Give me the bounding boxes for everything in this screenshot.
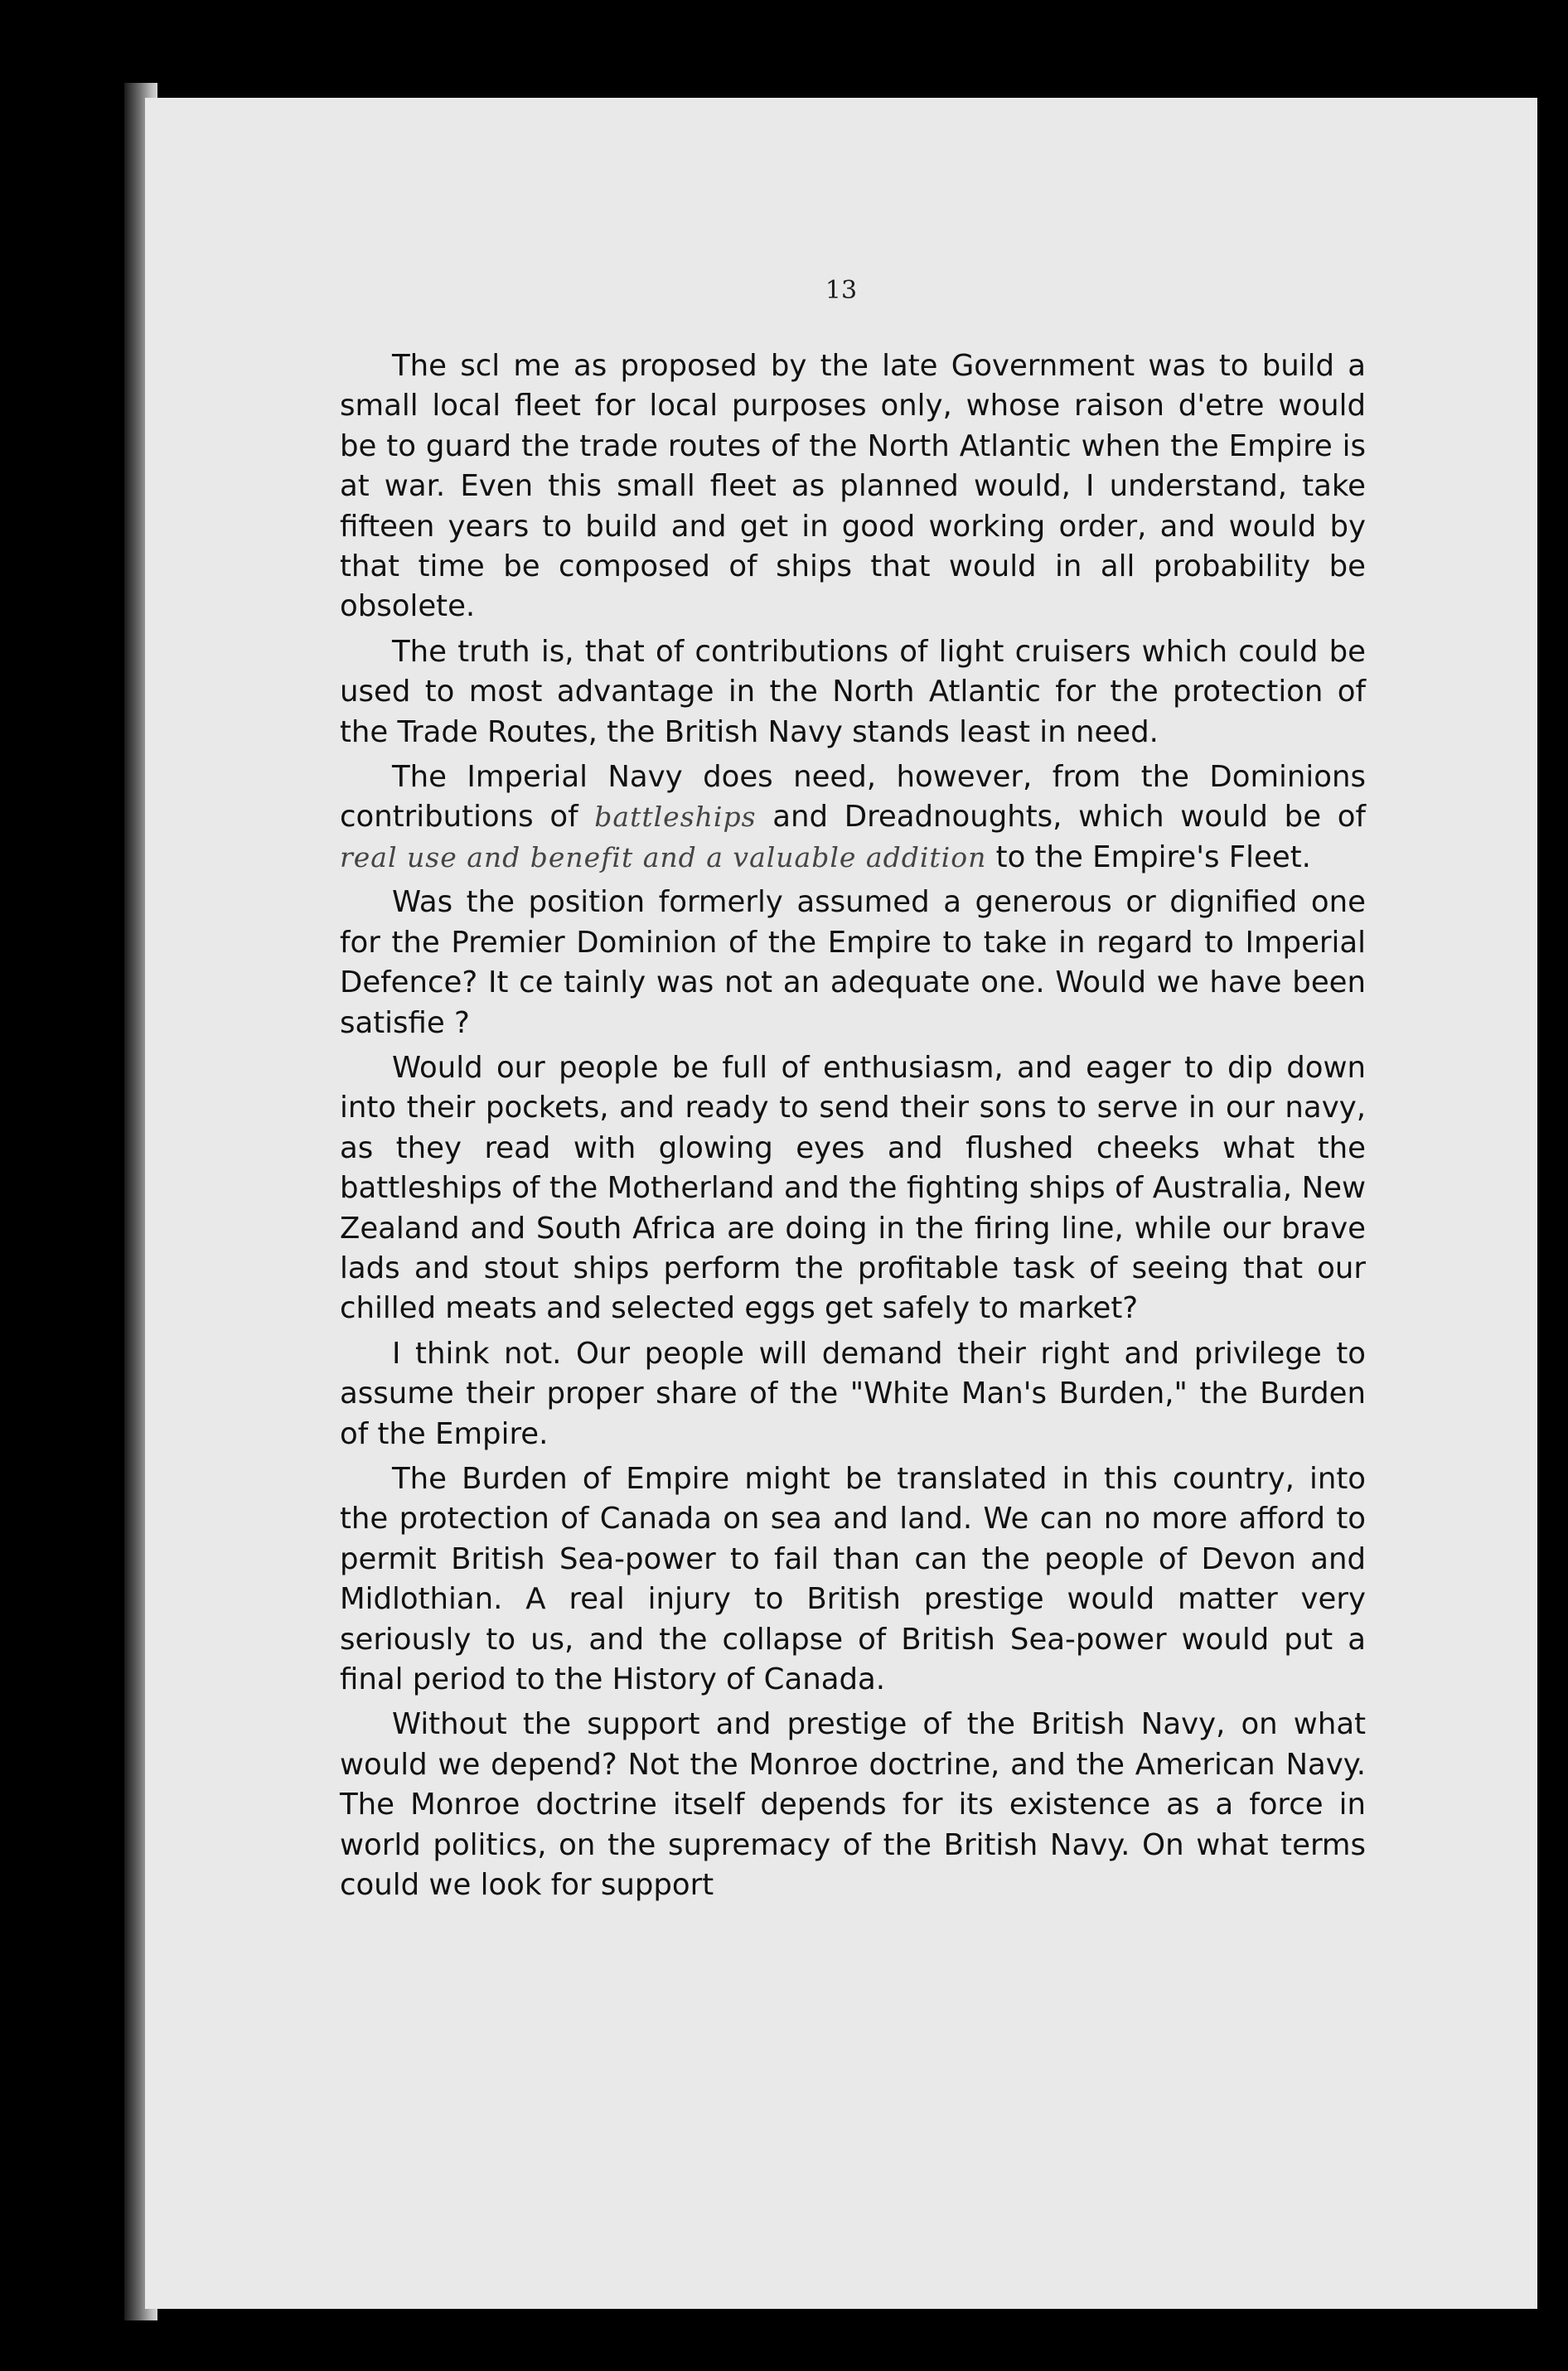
paragraph-3 (340, 757, 1366, 878)
paragraph-6: I think not. Our people will demand their right and privilege to assume their proper share of the "White Man's Burden," the Burden of the Empire. (340, 1336, 1366, 1451)
paragraph-3-text-a: The Imperial Navy does need, however, from the Dominions contributions of (340, 760, 1366, 835)
book-page (145, 98, 1537, 2309)
paragraph-3-text-e: to the Empire's Fleet. (995, 840, 1311, 874)
paragraph-8: Without the support and prestige of the British Navy, on what would we depend? Not the Monroe doctrine, and the American Navy. The Monroe doctrine itself depends for its existence as a force in world politics, on the supremacy of the British Navy. On what terms could we look for support (340, 1707, 1366, 1903)
paragraph-5: Would our people be full of enthusiasm, and eager to dip down into their pockets, and ready to send their sons to serve in our navy, as they read with glowing eyes and flushed cheeks what the battleships of the Motherland and the fighting ships of Australia, New Zealand and South Africa are doing in the firing line, while our brave lads and stout ships perform the profitable task of seeing that our chilled meats and selected eggs get safely to market? (340, 1050, 1366, 1326)
paragraph-3-italic-battleships: battleships (594, 801, 757, 834)
paragraph-7: The Burden of Empire might be translated in this country, into the protection of Canada on sea and land. We can no more afford to permit British Sea-power to fail than can the people of Devon and Midlothian. A real injury to British prestige would matter very seriously to us, and the collapse of British Sea-power would put a final period to the History of Canada. (340, 1461, 1366, 1696)
paragraph-4: Was the position formerly assumed a generous or dignified one for the Premier Dominion of the Empire to take in regard to Imperial Defence? It ce tainly was not an adequate one. Would we have been satisfie ? (340, 885, 1366, 1040)
paragraph-3-text-c: and Dreadnoughts, which would be of (772, 800, 1366, 835)
paragraph-1: The scl me as proposed by the late Government was to build a small local fleet for local purposes only, whose raison d'etre would be to guard the trade routes of the North Atlantic when the Empire is at war. Even this small fleet as planned would, I understand, take fifteen years to build and get in good working order, and would by that time be composed of ships that would in all probability be obsolete. (340, 349, 1366, 624)
page-number: 13 (825, 276, 858, 305)
paragraph-2: The truth is, that of contributions of light cruisers which could be used to most advantage in the North Atlantic for the protection of the Trade Routes, the British Navy stands least in need. (340, 634, 1366, 749)
paragraph-3-italic-phrase: real use and benefit and a valuable addition (340, 840, 987, 873)
body-text (340, 346, 1366, 1910)
